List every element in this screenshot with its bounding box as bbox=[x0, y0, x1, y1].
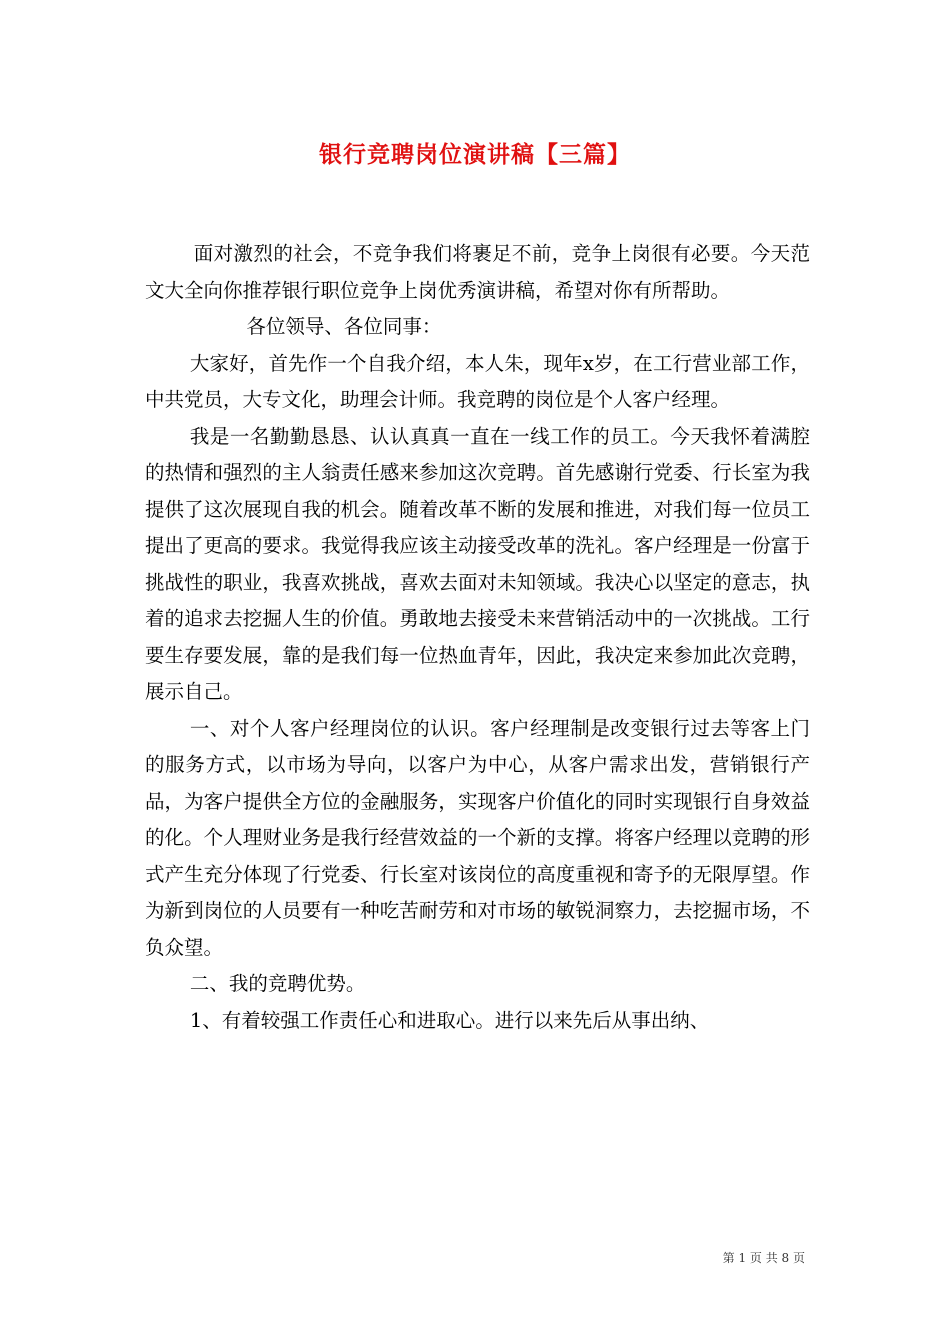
body-paragraph: 1、有着较强工作责任心和进取心。进行以来先后从事出纳、 bbox=[189, 1008, 710, 1032]
page-number bbox=[723, 1249, 805, 1266]
body-paragraph: 一、对个人客户经理岗位的认识。客户经理制是改变银行过去等客上门的服务方式，以市场为导向，以客户为中心，从客户需求出发，营销银行产品，为客户提供全方位的金融服务，实现客户价值化的同时实现银行自身效益的化。个人理财业务是我行经营效益的一个新的支撑。将客户经理以竞聘的形式产生充分体现了行党委、行长室对该岗位的高度重视和寄予的无限厚望。作为新到岗位的人员要有一种吃苦耐劳和对市场的敏锐洞察力，去挖掘市场，不负众望。 bbox=[145, 716, 810, 959]
salutation: 各位领导、各位同事： bbox=[246, 315, 442, 338]
intro-paragraph: 面对激烈的社会，不竞争我们将裹足不前，竞争上岗很有必要。今天范文大全向你推荐银行职位竞争上岗优秀演讲稿，希望对你有所帮助。 bbox=[145, 242, 810, 302]
page-number-label: 第 1 页 共 8 页 bbox=[722, 1251, 805, 1265]
body-paragraph: 大家好，首先作一个自我介绍，本人朱，现年x岁，在工行营业部工作，中共党员，大专文化，助理会计师。我竞聘的岗位是个人客户经理。 bbox=[145, 351, 810, 411]
section-heading: 二、我的竞聘优势。 bbox=[189, 972, 366, 995]
document-body bbox=[145, 236, 810, 1039]
body-paragraph: 我是一名勤勤恳恳、认认真真一直在一线工作的员工。今天我怀着满腔的热情和强烈的主人翁责任感来参加这次竞聘。首先感谢行党委、行长室为我提供了这次展现自我的机会。随着改革不断的发展和推进，对我们每一位员工提出了更高的要求。我觉得我应该主动接受改革的洗礼。客户经理是一份富于挑战性的职业，我喜欢挑战，喜欢去面对未知领域。我决心以坚定的意志，执着的追求去挖掘人生的价值。勇敢地去接受未来营销活动中的一次挑战。工行要生存要发展，靠的是我们每一位热血青年，因此，我决定来参加此次竞聘，展示自己。 bbox=[145, 424, 810, 703]
document-title: 银行竞聘岗位演讲稿【三篇】 bbox=[319, 141, 631, 168]
